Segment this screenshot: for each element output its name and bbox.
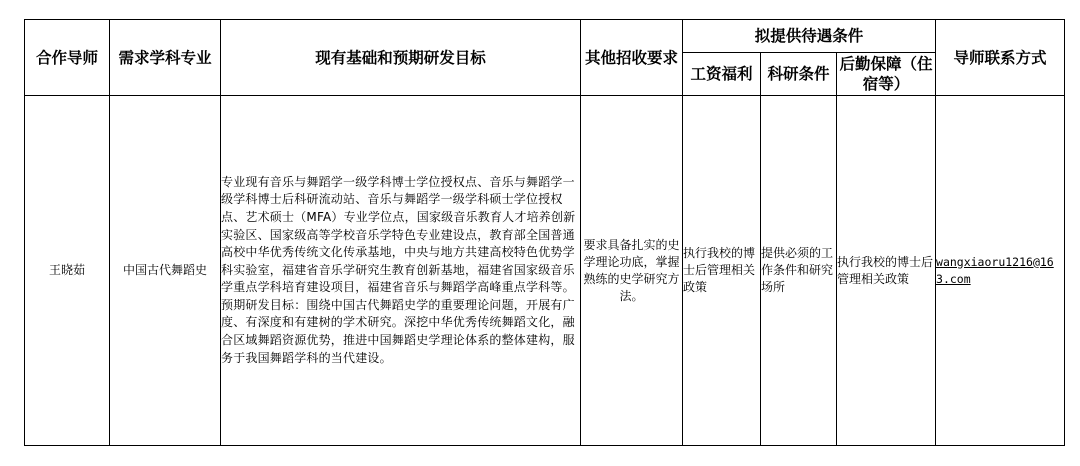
basis-cell: 专业现有音乐与舞蹈学一级学科博士学位授权点、音乐与舞蹈学一级学科博士后科研流动站、音乐与舞蹈学一级学科硕士学位授权点、艺术硕士（MFA）专业学位点，国家级音乐教育人才培养创新实验区、国家级高等学校音乐学特色专业建设点，教育部全国普通高校中华优秀传统文化传承基地，中央与地方共建高校特色优势学科实验室，福建省音乐学研究生教育创新基地，福建省国家级音乐学重点学科培育建设项目，福建省音乐与舞蹈学高峰重点学科等。预期研发目标：围绕中国古代舞蹈史学的重要理论问题，开展有广度、有深度和有建树的学术研究。深挖中华优秀传统舞蹈文化，融合区域舞蹈资源优势，推进中国舞蹈史学理论体系的整体建构，服务于我国舞蹈学科的当代建设。 <box>221 96 581 446</box>
research-cell: 提供必须的工作条件和研究场所 <box>761 96 837 446</box>
email-link[interactable]: wangxiaoru1216@163.com <box>936 254 1054 286</box>
header-contact: 导师联系方式 <box>936 20 1065 96</box>
header-mentor: 合作导师 <box>25 20 110 96</box>
recruitment-table <box>24 19 1065 446</box>
header-benefits-group: 拟提供待遇条件 <box>683 20 936 53</box>
other-requirements-cell: 要求具备扎实的史学理论功底，掌握熟练的史学研究方法。 <box>581 96 683 446</box>
salary-cell: 执行我校的博士后管理相关政策 <box>683 96 761 446</box>
header-row-top <box>25 20 1065 53</box>
header-other-requirements: 其他招收要求 <box>581 20 683 96</box>
discipline-cell: 中国古代舞蹈史 <box>110 96 221 446</box>
mentor-cell: 王晓茹 <box>25 96 110 446</box>
header-discipline: 需求学科专业 <box>110 20 221 96</box>
header-logistics: 后勤保障（住宿等） <box>837 53 936 96</box>
logistics-cell: 执行我校的博士后管理相关政策 <box>837 96 936 446</box>
table-row <box>25 96 1065 446</box>
contact-cell <box>936 96 1065 446</box>
header-salary: 工资福利 <box>683 53 761 96</box>
header-research: 科研条件 <box>761 53 837 96</box>
header-basis: 现有基础和预期研发目标 <box>221 20 581 96</box>
